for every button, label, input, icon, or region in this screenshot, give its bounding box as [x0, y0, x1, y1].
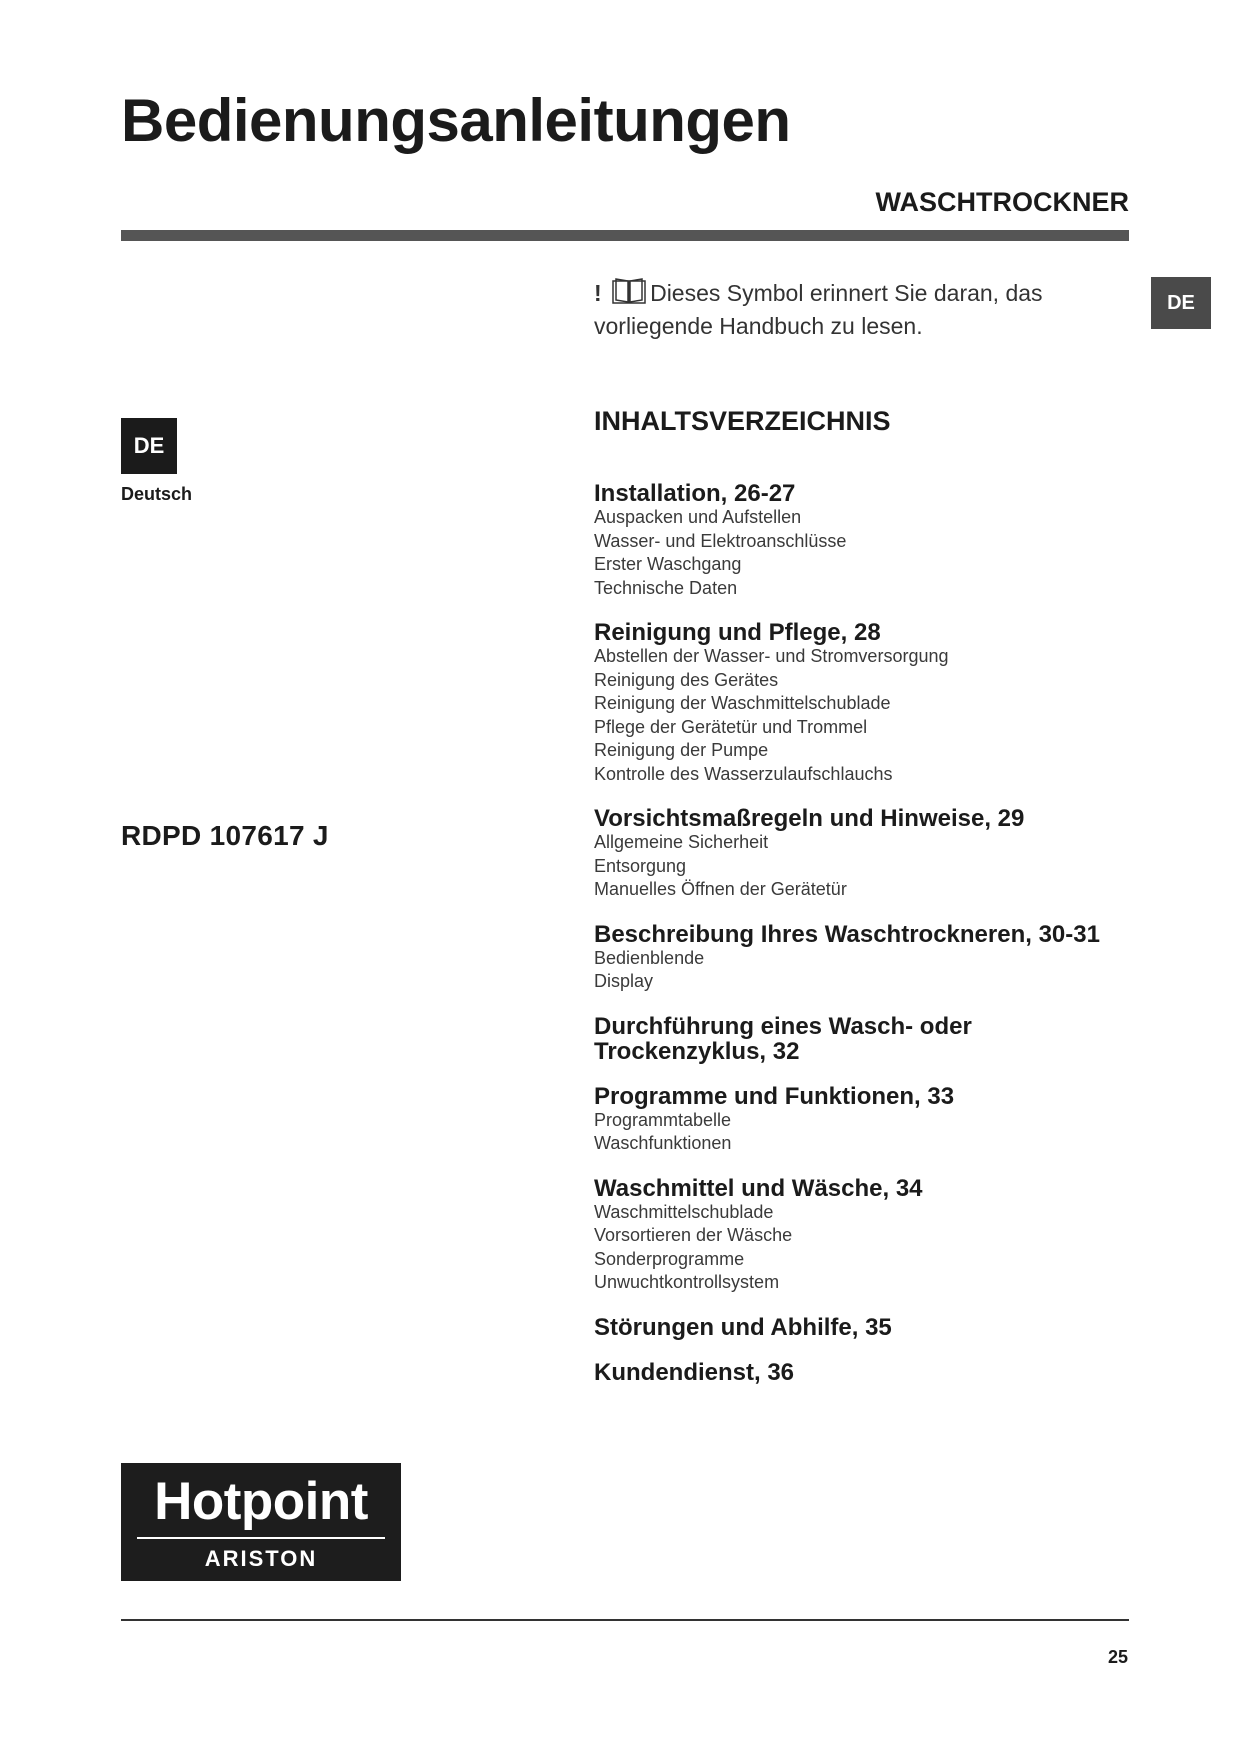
notice-text: ieses Symbol erinnert Sie daran, das vorliegende Handbuch zu lesen.	[594, 280, 1043, 339]
toc-section-title: Programme und Funktionen, 33	[594, 1082, 955, 1110]
logo-wordmark: Hotpoint	[154, 1472, 368, 1531]
toc-item: Waschfunktionen	[594, 1133, 732, 1153]
toc-section-title: Reinigung und Pflege, 28	[594, 619, 881, 646]
toc-section-title: Störungen und Abhilfe, 35	[594, 1313, 892, 1341]
table-of-contents	[594, 406, 1134, 1405]
language-side-tab: DE	[1151, 277, 1211, 329]
language-code-badge: DE	[121, 418, 177, 474]
toc-item: Bedienblende	[594, 947, 705, 968]
toc-item: Erster Waschgang	[594, 554, 742, 574]
model-number: RDPD 107617 J	[121, 820, 329, 851]
toc-item: Programmtabelle	[594, 1109, 732, 1130]
logo-divider	[137, 1537, 385, 1539]
toc-section-title: Beschreibung Ihres Waschtrockneren, 30-31	[594, 920, 1100, 948]
footer-rule	[121, 1619, 1129, 1621]
toc-section-title: Durchführung eines Wasch- oder Trockenzyklus, 32	[594, 1012, 972, 1065]
toc-item: Waschmittelschublade	[594, 1201, 774, 1222]
toc-section	[594, 481, 1134, 600]
toc-section	[594, 1176, 1134, 1295]
toc-section	[594, 1014, 1134, 1064]
header-rule	[121, 230, 1129, 241]
page-title: Bedienungsanleitungen	[121, 87, 791, 154]
toc-item: Pflege der Gerätetür und Trommel	[594, 716, 868, 737]
language-name: Deutsch	[121, 484, 193, 504]
toc-sections	[594, 481, 1134, 1385]
toc-section	[594, 922, 1134, 994]
toc-section	[594, 806, 1134, 902]
toc-section	[594, 1084, 1134, 1156]
toc-item: Display	[594, 971, 654, 991]
toc-item: Sonderprogramme	[594, 1248, 745, 1269]
toc-item: Reinigung der Pumpe	[594, 740, 769, 760]
toc-item: Entsorgung	[594, 855, 687, 876]
logo-subbrand: ARISTON	[204, 1546, 318, 1571]
page-number: 25	[1107, 1647, 1128, 1667]
toc-item: Technische Daten	[594, 577, 738, 598]
notice-letter: D	[650, 280, 667, 306]
toc-section	[594, 1360, 1134, 1385]
book-icon	[612, 278, 646, 304]
toc-item: Vorsortieren der Wäsche	[594, 1225, 793, 1245]
toc-item: Allgemeine Sicherheit	[594, 832, 769, 852]
toc-item: Manuelles Öffnen der Gerätetür	[594, 879, 847, 899]
toc-item: Auspacken und Aufstellen	[594, 507, 802, 527]
toc-section-title: Kundendienst, 36	[594, 1358, 795, 1386]
toc-section-title: Installation, 26-27	[594, 480, 796, 507]
toc-section-title: Vorsichtsmaßregeln und Hinweise, 29	[594, 805, 1025, 832]
toc-section-title: Waschmittel und Wäsche, 34	[594, 1174, 923, 1202]
toc-item: Kontrolle des Wasserzulaufschlauchs	[594, 763, 893, 784]
toc-item: Reinigung des Gerätes	[594, 669, 779, 690]
notice-exclamation: !	[594, 280, 602, 306]
toc-item: Reinigung der Waschmittelschublade	[594, 693, 891, 713]
toc-section	[594, 620, 1134, 786]
toc-item: Wasser- und Elektroanschlüsse	[594, 530, 847, 551]
product-type: WASCHTROCKNER	[875, 187, 1129, 217]
brand-logo	[121, 1463, 401, 1581]
manual-notice	[594, 277, 1114, 343]
toc-section	[594, 1315, 1134, 1340]
toc-item: Unwuchtkontrollsystem	[594, 1272, 780, 1292]
toc-item: Abstellen der Wasser- und Stromversorgung	[594, 646, 949, 666]
toc-heading: INHALTSVERZEICHNIS	[594, 406, 891, 436]
